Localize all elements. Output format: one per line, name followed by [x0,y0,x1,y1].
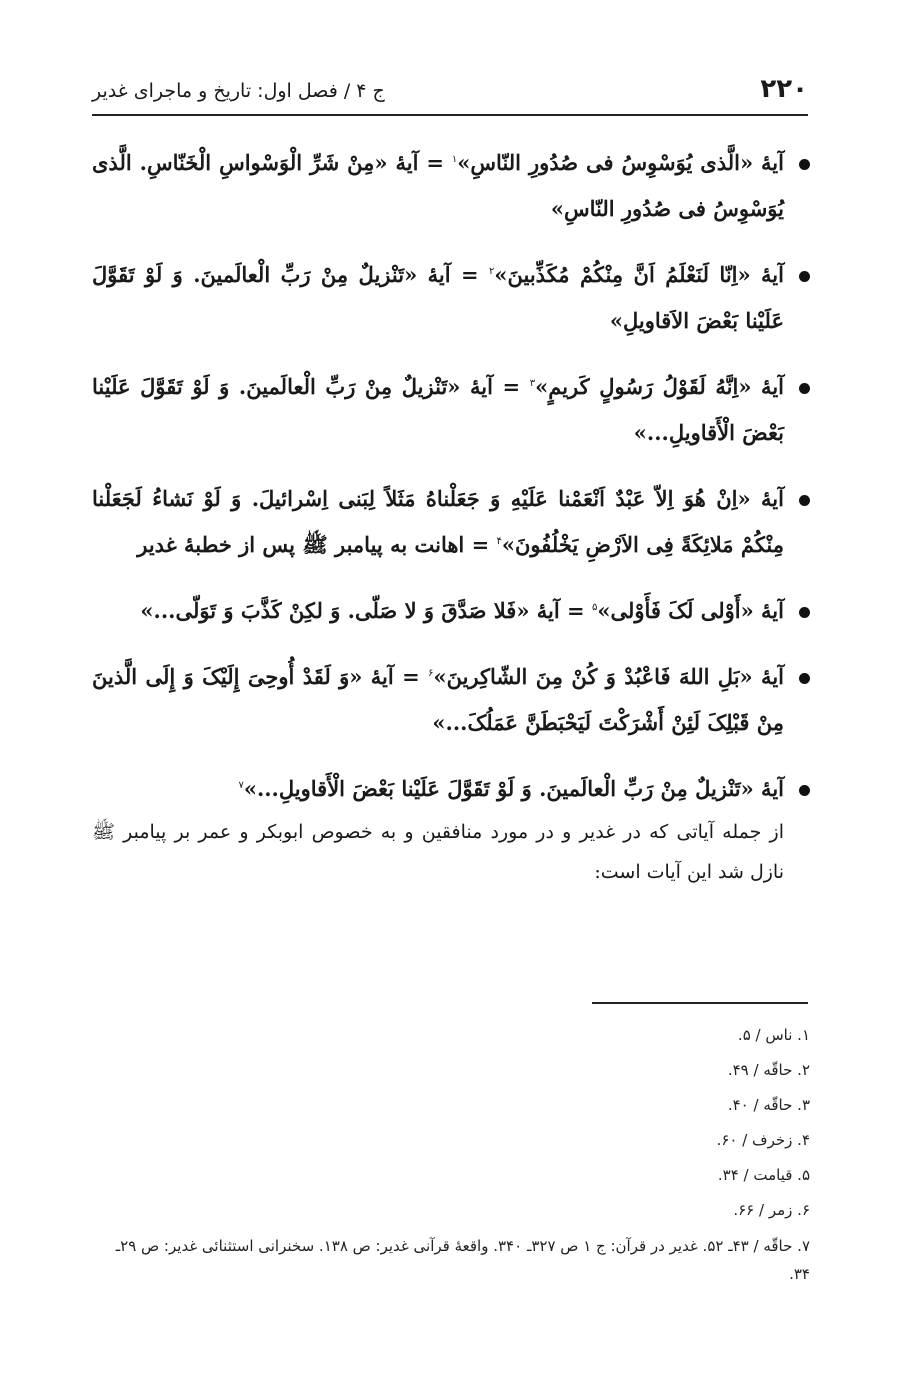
verse-item [92,364,810,456]
footnote-ref: ۲ [489,266,495,277]
running-title: ج ۴ / فصل اول: تاریخ و ماجرای غدیر [92,80,385,102]
verse-item [92,654,810,746]
footnote: ۵. قیامت / ۳۴. [717,1166,810,1184]
verse-item [92,766,810,812]
footnote-ref: ۳ [529,378,536,389]
bullet-icon [799,271,810,282]
footnote: ۷. حاقّه / ۴۳ـ ۵۲. غدیر در قرآن: ج ۱ ص ۳۲۷ـ ۳۴۰. واقعهٔ قرآنی غدیر: ص ۱۳۸. سخنرانی استثنائی غدیر: ص ۲۹ـ ۳۴. [115,1237,810,1283]
footnote-divider [592,1002,808,1004]
intro-paragraph: از جمله آیاتی که در غدیر و در مورد منافقین و به خصوص ابوبکر و عمر بر پیامبر ﷺ نازل شد این آیات است: [92,821,784,883]
verse-text: آیهٔ «تَنْزیلٌ مِنْ رَبِّ الْعالَمینَ. وَ لَوْ تَقَوَّلَ عَلَیْنا بَعْضَ الْأَقاویلِ...» [243,776,784,801]
footnote-ref: ۴ [496,536,502,547]
footnote: ۶. زمر / ۶۶. [733,1201,810,1219]
verse-list [92,140,810,892]
footnote: ۱. ناس / ۵. [737,1026,810,1044]
footnote-ref: ۱ [451,154,458,165]
footnote-ref: ۵ [591,602,598,613]
footnote: ۳. حاقّه / ۴۰. [727,1096,810,1114]
verse-text: آیهٔ «اِنْ هُوَ اِلاّ عَبْدٌ اَنْعَمْنا عَلَیْهِ وَ جَعَلْناهُ مَثَلاً لِبَنی اِسْرائیلَ. وَ لَوْ نَشاءُ لَجَعَلْنا مِنْکُمْ مَلائِکَةً فِی الاَرْضِ یَخْلُفُونَ» [92,486,784,557]
verse-text-continued: = اهانت به پیامبر ﷺ پس از خطبهٔ غدیر [137,532,497,557]
verse-text: آیهٔ «بَلِ اللهَ فَاعْبُدْ وَ کُنْ مِنَ الشّاکِرینَ» [433,664,784,689]
verse-item [92,476,810,568]
bullet-icon [799,159,810,170]
verse-item [92,588,810,634]
page-number: ۲۲۰ [760,74,808,104]
verse-text-continued: = آیهٔ «فَلا صَدَّقَ وَ لا صَلّی. وَ لکِنْ کَذَّبَ وَ تَوَلّی...» [140,598,592,623]
footnote-ref: ۶ [428,668,434,679]
verse-text: آیهٔ «أَوْلی لَکَ فَأَوْلی» [597,598,784,623]
footnotes [92,1018,810,1288]
verse-text: آیهٔ «الَّذی یُوَسْوِسُ فی صُدُورِ النّاسِ» [457,150,784,175]
verse-text-continued: = آیهٔ «وَ لَقَدْ أُوحِیَ إِلَیْکَ وَ إِلَی الَّذینَ مِنْ قَبْلِکَ لَئِنْ أَشْرَکْتَ لَیَحْبَطَنَّ عَمَلُکَ...» [92,664,784,735]
footnote-ref: ۷ [238,780,244,791]
bullet-icon [799,673,810,684]
bullet-icon [799,785,810,796]
verse-text-continued: = آیهٔ «تَنْزیلٌ مِنْ رَبِّ الْعالَمینَ. وَ لَوْ تَقَوَّلَ عَلَیْنا بَعْضَ الْأَقاویلِ...» [92,374,784,445]
bullet-icon [799,383,810,394]
page-header [92,68,808,116]
verse-text: آیهٔ «اِنّا لَنَعْلَمُ اَنَّ مِنْکُمْ مُکَذِّبینَ» [494,262,784,287]
footnote: ۲. حاقّه / ۴۹. [727,1061,810,1079]
verse-text-continued: = آیهٔ «تَنْزیلٌ مِنْ رَبِّ الْعالَمینَ. وَ لَوْ تَقَوَّلَ عَلَیْنا بَعْضَ الاَقاویلِ» [92,262,784,333]
verse-item [92,252,810,344]
bullet-icon [799,495,810,506]
footnote: ۴. زخرف / ۶۰. [716,1131,810,1149]
verse-text: آیهٔ «اِنَّهُ لَقَوْلُ رَسُولٍ کَریمٍ» [535,374,784,399]
bullet-icon [799,607,810,618]
verse-item [92,140,810,232]
verse-text-continued: = آیهٔ «مِنْ شَرِّ الْوَسْواسِ الْخَنّاسِ. الَّذی یُوَسْوِسُ فی صُدُورِ النّاسِ» [92,150,784,221]
